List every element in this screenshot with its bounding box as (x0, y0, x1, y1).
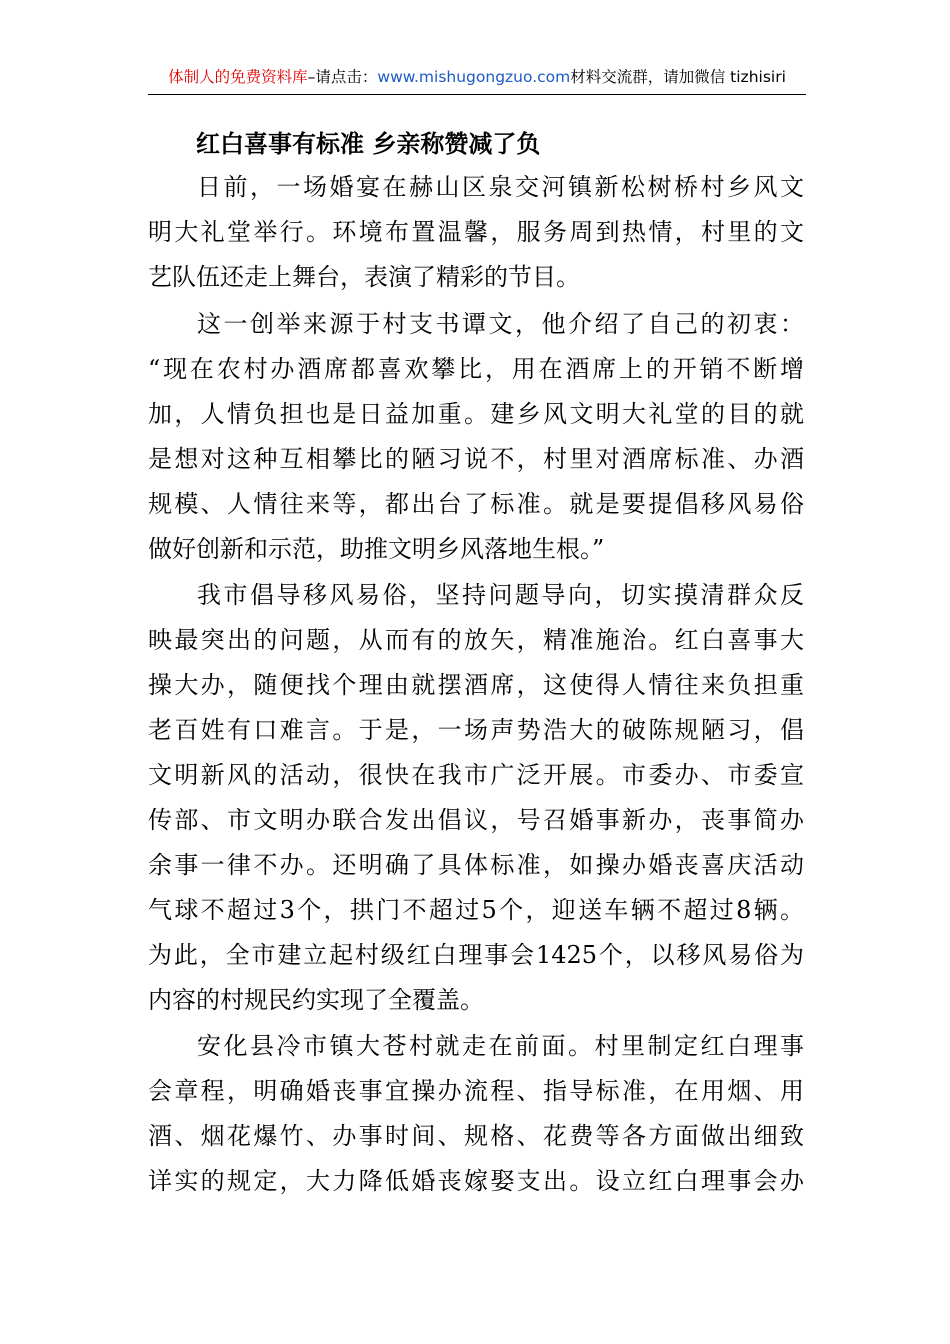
page-header (148, 64, 806, 95)
paragraph-line: 艺队伍还走上舞台，表演了精彩的节目。 (148, 263, 580, 291)
paragraph-line: 操大办，随便找个理由就摆酒席，这使得人情往来负担重 (148, 671, 804, 699)
paragraph-line: 余事一律不办。还明确了具体标准，如操办婚丧喜庆活动 (148, 851, 804, 879)
header-link[interactable]: www.mishugongzuo.com (377, 68, 571, 86)
paragraph-line: 气球不超过3个，拱门不超过5个，迎送车辆不超过8辆。 (148, 896, 804, 924)
paragraph-line: 酒、烟花爆竹、办事时间、规格、花费等各方面做出细致 (148, 1122, 804, 1150)
header-contact: 材料交流群，请加微信 tizhisiri (570, 68, 786, 86)
paragraph-line: 明大礼堂举行。环境布置温馨，服务周到热情，村里的文 (148, 218, 804, 246)
paragraph-line: 做好创新和示范，助推文明乡风落地生根。” (148, 535, 605, 563)
paragraph-line: 我市倡导移风易俗，坚持问题导向，切实摸清群众反 (197, 581, 804, 609)
paragraph-line: “现在农村办酒席都喜欢攀比，用在酒席上的开销不断增 (148, 355, 804, 383)
paragraph-line: 规模、人情往来等，都出台了标准。就是要提倡移风易俗 (148, 490, 804, 518)
paragraph-line: 会章程，明确婚丧事宜操办流程、指导标准，在用烟、用 (148, 1077, 804, 1105)
paragraph-line: 这一创举来源于村支书谭文，他介绍了自己的初衷： (197, 310, 804, 338)
paragraph-line: 详实的规定，大力降低婚丧嫁娶支出。设立红白理事会办 (148, 1167, 804, 1195)
paragraph-line: 安化县冷市镇大苍村就走在前面。村里制定红白理事 (197, 1032, 804, 1060)
paragraph-line: 传部、市文明办联合发出倡议，号召婚事新办，丧事简办 (148, 806, 804, 834)
paragraph-line: 为此，全市建立起村级红白理事会1425个，以移风易俗为 (148, 941, 804, 969)
paragraph-line: 文明新风的活动，很快在我市广泛开展。市委办、市委宣 (148, 761, 804, 789)
paragraph-line: 映最突出的问题，从而有的放矢，精准施治。红白喜事大 (148, 626, 804, 654)
paragraph-line: 加，人情负担也是日益加重。建乡风文明大礼堂的目的就 (148, 400, 804, 428)
article-title: 红白喜事有标准 乡亲称赞减了负 (196, 130, 541, 158)
paragraph-line: 内容的村规民约实现了全覆盖。 (148, 986, 484, 1014)
paragraph-line: 是想对这种互相攀比的陋习说不，村里对酒席标准、办酒 (148, 445, 804, 473)
paragraph-line: 老百姓有口难言。于是，一场声势浩大的破陈规陋习，倡 (148, 716, 804, 744)
header-prompt: –请点击： (307, 68, 378, 86)
header-site-name: 体制人的免费资料库 (168, 68, 308, 86)
paragraph-line: 日前，一场婚宴在赫山区泉交河镇新松树桥村乡风文 (197, 173, 804, 201)
